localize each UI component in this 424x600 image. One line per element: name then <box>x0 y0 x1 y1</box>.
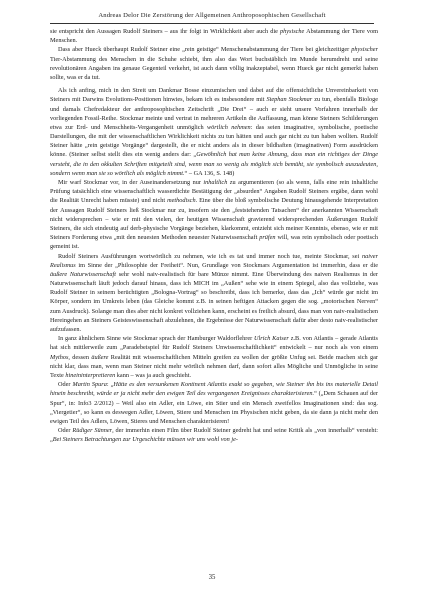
text-run: zu argumentieren (so als wenn, falls eine rein inhaltliche Prüfung tatsächlich eine wissenschaftlich wasserdichte Bestätigung der „absurden“ Angaben Rudolf Steiners ergäbe, dann wohl die Realität Unrecht haben müsste) und nicht <box>50 179 378 205</box>
text-run: will, was rein symbolisch oder poetisch gemeint ist. <box>50 234 378 251</box>
italic-text: Martin Spura <box>72 381 107 389</box>
text-run: . Eine über die bloß symbolische Deutung hinausgehende Interpretation der Aussagen Rudolf Steiners ließ Stockmar nur zu, insofern sie den „feststehenden Tatsachen“ der anerkannten Wissenschaft nicht widersprechen – wie er mit den vielen, der heutigen Wissenschaft gravierend widersprechenden Äußerungen Rudolf Steiners, die sich eindeutig auf derb-physische Vorgänge beziehen, klarkommt, entzieht sich meiner Kenntnis, ebenso, wie er mit Steiners Forderung etwa „mit den neuesten Methoden neuester Naturwissenschaft <box>50 197 378 242</box>
text-run: : das seien imaginative, symbolische, poetische Darstellungen, die mit der wissenschaftlichen Wirklichkeit nichts zu tun hätten und auch gar nicht zu tun haben wollten. Rudolf Steiner hätte „rein geistige Vorgänge“ dargestellt, die er nicht anders als in dieser bildhaften (imaginativen) Form ausdrücken könne. (Steiner selbst stellt dies ein wenig anders dar: „ <box>50 123 378 159</box>
paragraph <box>50 334 378 380</box>
text-run: Abstammung der Tiere vom Menschen. <box>50 28 378 45</box>
text-run: In ganz ähnlichem Sinne wie Stockmar sprach der Hamburger Waldorflehrer <box>58 335 255 343</box>
text-run: Realität mit wissenschaftlichen Mitteln greifen zu wollen der größte Unfug sei. Beide machen sich gar nicht klar, dass man, wenn man Steiner nicht mehr wörtlich nehmen darf, dann sofort alles Mögliche und Unmögliche in seine Texte <box>50 353 378 379</box>
italic-text: Stephan Stockmar <box>266 96 313 104</box>
text-run: zu tun, ebenfalls Biologe und damals Chefredakteur der anthroposophischen Zeitschrift „Die Drei“ – auch er sieht unsere Vorfahren innerhalb der vorliegenden Fossil-Reihe. Stockmar meinte und vertrat in mehreren Artikeln die Auffassung, man könne Steiners Schilderungen etwa zur Erd- und Menschheits-Vergangenheit unmöglich <box>50 96 378 131</box>
text-run: Oder <box>58 381 73 389</box>
text-run: Mir warf Stockmar vor, in der Auseinandersetzung nur <box>58 179 204 186</box>
text-run: Tier-Abstammung des Menschen in die Schuhe schiebt, ihm also das Wort buchstäblich im Munde herumdreht und seine revolutionären Angaben ins genaue Gegenteil verkehrt, ist auch dann völlig inakzeptabel, wenn Hueck gar nicht gemerkt haben sollte, was er da tut. <box>50 55 378 81</box>
text-run: Oder <box>58 427 73 435</box>
italic-text: methodisch <box>167 197 196 205</box>
italic-text: Bei Steiners Betrachtungen zur Urgeschichte müssen wir uns wohl von je- <box>52 436 238 444</box>
italic-text: physische <box>280 28 305 35</box>
italic-text: prüfen <box>259 234 276 242</box>
text-run: “ („Dem Schauen auf der Spur“, in: Info3 2/2012) – Weil also ein Adler, ein Löwe, ein Stier und ein Mensch zweifellos Imaginationen sind: das sog. „Viergetier“, so kann es deswegen Adler, Löwen, Stiere und Menschen im Physischen nicht geben, da sie dann ja nicht mehr den ewigen Teil des Adlers, Löwen, Stieres und Menschen charakterisieren! <box>50 390 378 425</box>
italic-text: hineininterpretieren <box>65 371 116 379</box>
running-header: Andreas Delor Die Zerstörung der Allgemeinen Anthroposophischen Gesellschaft <box>98 12 326 19</box>
text-run: kann – was ja auch geschieht. <box>115 371 192 379</box>
paragraph <box>50 86 378 178</box>
italic-text: äußere <box>91 353 109 361</box>
text-run: im Sinne der „Philosophie der Freiheit“. Nun, Grundlage von Stockmars Argumentation ist immerhin, dass er die <box>75 261 378 269</box>
text-run: sie entspricht den Aussagen Rudolf Steiners – aus ihr folgt in Wirklichkeit aber auch die <box>50 28 281 35</box>
paragraph <box>50 252 378 335</box>
italic-text: physischer <box>351 46 378 54</box>
header-rule <box>50 23 374 24</box>
page-number: 35 <box>208 574 216 581</box>
text-run: , der immerhin einen Film über Rudolf Steiner gedreht hat und seine Kritik als „von innerhalb“ versteht: „ <box>50 427 378 444</box>
italic-text: Hätte es den versunkenen Kontinent Atlantis exakt so gegeben, wie Steiner ihn bis ins materielle Detail hinein beschreibt, würde er ja nicht mehr den ewigen Teil des vergangenen Ereignisses charakterisieren. <box>50 381 378 398</box>
paragraph <box>50 45 378 82</box>
paragraph <box>50 380 378 426</box>
italic-text: Rüdiger Sünner <box>72 427 113 435</box>
italic-text: Ulrich Kaiser <box>254 335 289 343</box>
italic-text: Gewöhnlich hat man keine Ahnung, dass man ein richtiges der Dinge versteht, die in den okkulten Schriften mitgeteilt sind, wenn man so wenig als möglich sich bemüht, sie symbolisch auszudeuten, sondern wenn man sie so wörtlich als möglich nimmt. <box>50 151 378 177</box>
paragraph <box>50 27 378 45</box>
italic-text: naiver Realismus <box>50 252 378 269</box>
text-run: “ – GA 136, S. 148) <box>184 169 235 177</box>
text-run: : „ <box>106 381 114 389</box>
text-run: sehr wohl naiv-realistisch für bare Münze nimmt. Eine Überwindung des naiven Realismus in der Naturwissenschaft läuft jedoch darauf hinaus, dass ich MICH im „Außen“ sehe wie in einem Spiegel, also das vollziehe, was Rudolf Steiner in seinem berüchtigten „Bologna-Vortrag“ so beschreibt, dass ich bemerke, dass das „Ich“ würde gar nicht im Körper, sondern im Umkreis leben (das Gleiche kommt z.B. in seinen heftigen Attacken gegen die sog. „motorischen Nerven“ zum Ausdruck). Solange man dies aber nicht konkret vollziehen kann, erscheint es freilich absurd, dass man von naiv-realistischen Hereingehen an Steiners Geisteswissenschaft abzulehnen, die Ergebnisse der Naturwissenschaft dafür aber desto naiv-realistischer aufzufassen. <box>50 270 378 333</box>
text-run: z.B. von Atlantis – gerade Atlantis hat sich mittlerweile zum „Paradebeispiel für Rudolf Steiners Unwissenschaftlichkeit“ entwickelt – nur noch als von einem <box>50 335 378 352</box>
italic-text: wörtlich nehmen <box>207 123 251 131</box>
text-run: Rudolf Steiners Ausführungen wortwörtlich zu nehmen, wie ich es tat und immer noch tue, meinte Stockmar, sei <box>58 252 363 260</box>
text-run: , dessen <box>68 353 92 361</box>
italic-text: äußere Naturwissenschaft <box>50 270 117 278</box>
italic-text: inhaltlich <box>203 179 228 186</box>
body-text <box>50 27 378 568</box>
text-run: Dass aber Hueck überhaupt Rudolf Steiner eine „rein geistige“ Menschenabstammung der Tiere bei gleichzeitiger <box>58 46 352 54</box>
italic-text: Mythos <box>50 353 69 361</box>
paragraph <box>50 178 378 252</box>
text-run: Als ich anfing, mich in den Streit um Dankmar Bosse einzumischen und dabei auf die offensichtliche Unvereinbarkeit von Steiners mit Darwins Evolutions-Positionen hinwies, bekam ich es insbesondere mit <box>50 87 378 104</box>
paragraph <box>50 426 378 444</box>
